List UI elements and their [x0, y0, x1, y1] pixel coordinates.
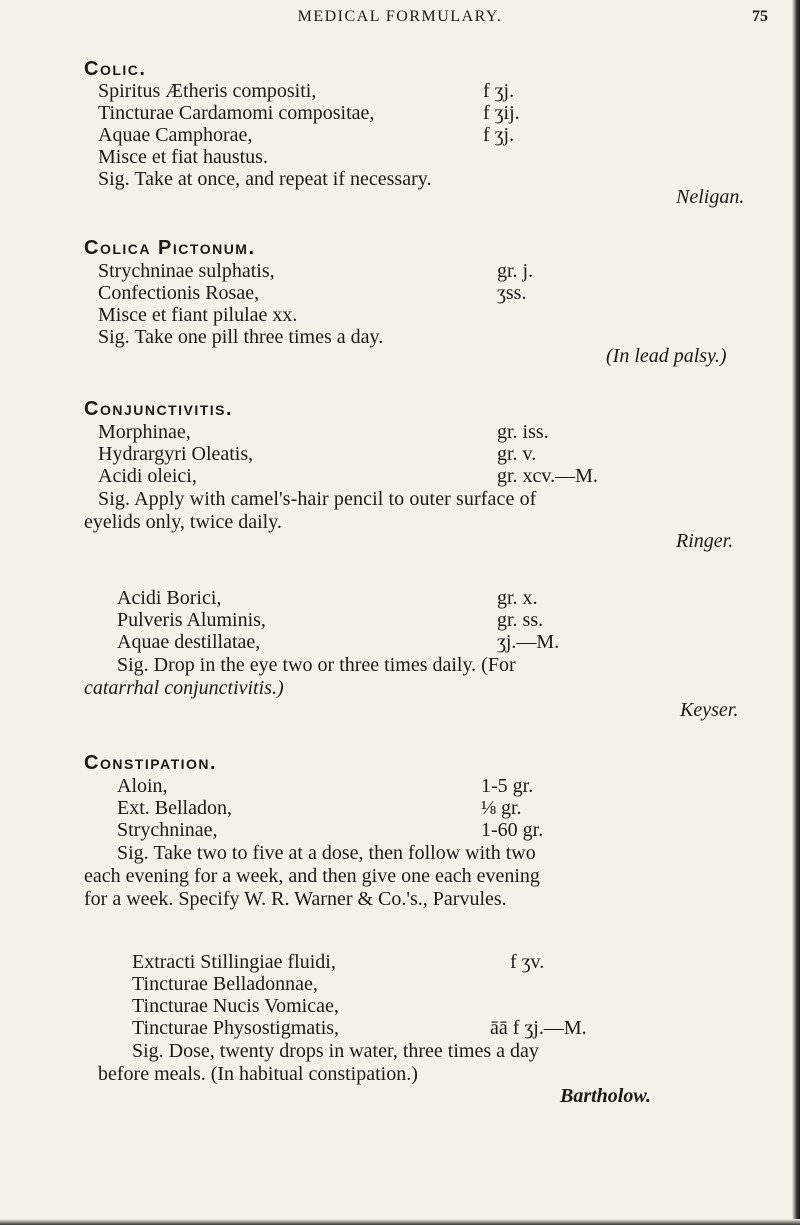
- recipe-ingredient: Ext. Belladon,: [117, 797, 232, 819]
- recipe-amount: 1-5 gr.: [481, 775, 534, 797]
- recipe-instruction: Misce et fiant pilulae xx.: [98, 304, 298, 326]
- recipe-ingredient: Extracti Stillingiae fluidi,: [132, 951, 336, 973]
- recipe-ingredient: Hydrargyri Oleatis,: [98, 443, 254, 465]
- section-heading-colic: Colic.: [84, 58, 147, 80]
- section-heading-conjunctivitis: Conjunctivitis.: [84, 398, 234, 420]
- recipe-ingredient: Aquae Camphorae,: [98, 124, 253, 146]
- recipe-signature: Sig. Drop in the eye two or three times daily. (For: [117, 654, 516, 676]
- recipe-amount: f ʒv.: [510, 951, 545, 973]
- running-head: MEDICAL FORMULARY.: [297, 8, 503, 25]
- recipe-ingredient: Strychninae sulphatis,: [98, 260, 275, 282]
- recipe-author: Neligan.: [676, 186, 745, 208]
- recipe-signature: for a week. Specify W. R. Warner & Co.'s., Parvules.: [84, 888, 507, 910]
- recipe-amount: gr. v.: [497, 443, 537, 465]
- recipe-amount: ⅛ gr.: [481, 797, 522, 819]
- page-edge-shadow: [792, 0, 800, 1225]
- recipe-note: (In lead palsy.): [606, 345, 727, 367]
- recipe-ingredient: Acidi Borici,: [117, 587, 222, 609]
- recipe-instruction: Misce et fiat haustus.: [98, 146, 268, 168]
- page-number: 75: [752, 8, 768, 25]
- recipe-signature: Sig. Apply with camel's-hair pencil to outer surface of: [98, 488, 537, 510]
- recipe-signature-text: eyelids only, twice daily.: [84, 511, 282, 533]
- recipe-amount: gr. iss.: [497, 421, 549, 443]
- recipe-amount: gr. x.: [497, 587, 538, 609]
- recipe-ingredient: Strychninae,: [117, 819, 218, 841]
- recipe-ingredient: Acidi oleici,: [98, 465, 197, 487]
- section-heading-colica-pictonum: Colica Pictonum.: [84, 237, 256, 259]
- recipe-author: Ringer.: [676, 530, 734, 552]
- recipe-ingredient: Aquae destillatae,: [117, 631, 261, 653]
- recipe-ingredient: Pulveris Aluminis,: [117, 609, 266, 631]
- recipe-signature: Sig. Take at once, and repeat if necessary.: [98, 168, 432, 190]
- recipe-amount: gr. j.: [497, 260, 534, 282]
- page-bottom-edge: [0, 1219, 800, 1225]
- recipe-ingredient: Confectionis Rosae,: [98, 282, 260, 304]
- recipe-ingredient: Tincturae Belladonnae,: [132, 973, 318, 995]
- section-heading-constipation: Constipation.: [84, 752, 218, 774]
- recipe-amount: f ʒij.: [483, 102, 520, 124]
- recipe-amount: f ʒj.: [483, 80, 515, 102]
- recipe-ingredient: Morphinae,: [98, 421, 191, 443]
- recipe-ingredient: Spiritus Ætheris compositi,: [98, 80, 317, 102]
- recipe-amount: ʒss.: [497, 282, 527, 304]
- recipe-amount: f ʒj.: [483, 124, 515, 146]
- recipe-note: catarrhal conjunctivitis.): [84, 677, 284, 699]
- recipe-amount: ʒj.—M.: [497, 631, 560, 653]
- recipe-signature: Sig. Take two to five at a dose, then follow with two: [117, 842, 536, 864]
- recipe-author: Bartholow.: [560, 1085, 651, 1107]
- recipe-signature: [84, 511, 282, 534]
- recipe-signature: Sig. Dose, twenty drops in water, three times a day: [132, 1040, 539, 1062]
- recipe-amount: gr. ss.: [497, 609, 544, 631]
- recipe-ingredient: Aloin,: [117, 775, 168, 797]
- recipe-signature: each evening for a week, and then give one each evening: [84, 865, 540, 887]
- recipe-ingredient: Tincturae Physostigmatis,: [132, 1017, 340, 1039]
- recipe-author: Keyser.: [680, 699, 739, 721]
- recipe-amount: gr. xcv.—M.: [497, 465, 598, 487]
- recipe-signature: Sig. Take one pill three times a day.: [98, 326, 384, 348]
- recipe-ingredient: Tincturae Nucis Vomicae,: [132, 995, 339, 1017]
- recipe-amount: 1-60 gr.: [481, 819, 544, 841]
- recipe-signature: before meals. (In habitual constipation.): [98, 1063, 418, 1085]
- recipe-amount: āā f ʒj.—M.: [490, 1017, 587, 1039]
- recipe-ingredient: Tincturae Cardamomi compositae,: [98, 102, 375, 124]
